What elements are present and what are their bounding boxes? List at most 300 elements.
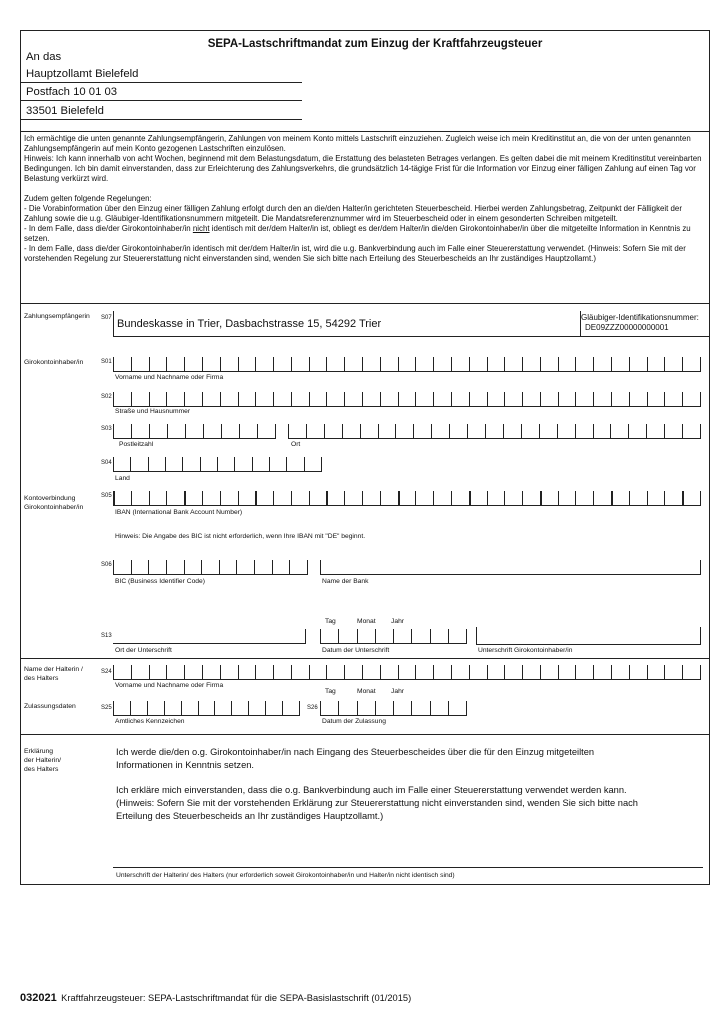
comb-tick	[378, 424, 379, 439]
address-line-1: An das	[26, 51, 62, 63]
comb-tick	[664, 357, 665, 372]
comb-tick	[451, 392, 452, 407]
comb-tick	[451, 491, 452, 506]
comb-tick	[149, 392, 150, 407]
s01-caption: Vorname und Nachname oder Firma	[115, 374, 224, 381]
comb-tick	[306, 424, 307, 439]
comb-tick	[309, 665, 310, 680]
comb-tick	[380, 665, 381, 680]
comb-tick	[393, 629, 394, 644]
comb-tick	[166, 357, 167, 372]
comb-tick	[558, 357, 559, 372]
comb-tick	[448, 701, 449, 716]
comb-tick	[610, 424, 611, 439]
comb-tick	[288, 424, 289, 439]
comb-tick	[575, 392, 576, 407]
s03-caption-city: Ort	[291, 441, 301, 448]
comb-tick	[362, 665, 363, 680]
s03-caption-zip: Postleitzahl	[119, 441, 154, 448]
s03-city-field[interactable]	[288, 423, 700, 439]
address-rule	[20, 82, 302, 83]
comb-tick	[504, 357, 505, 372]
comb-tick	[130, 701, 131, 716]
comb-tick	[203, 424, 204, 439]
declaration-label-3: des Halters	[24, 766, 59, 773]
s06-code: S06	[101, 562, 112, 568]
bic-hint: Hinweis: Die Angabe des BIC ist nicht erforderlich, wenn Ihre IBAN mit "DE" beginnt.	[115, 533, 366, 540]
s24-caption: Vorname und Nachname oder Firma	[115, 682, 224, 689]
s02-caption: Straße und Hausnummer	[115, 408, 191, 415]
comb-tick	[149, 357, 150, 372]
comb-tick	[113, 357, 114, 372]
comb-tick	[166, 665, 167, 680]
comb-tick	[269, 457, 270, 472]
comb-tick	[320, 629, 321, 644]
comb-tick	[219, 560, 220, 575]
s13-code: S13	[101, 633, 112, 639]
payee-code: S07	[101, 315, 112, 321]
s01-name-field[interactable]	[113, 356, 700, 372]
section-divider	[20, 658, 710, 659]
comb-tick	[255, 491, 257, 506]
intro-bullet-2: - In dem Falle, dass die/der Girokontoinhaber/in nicht identisch mit der/dem Halter/in ist, obliegt es der/dem Halter/in die/den Girokontoinhaber/in über die mitgeteilte Information in Kenntnis zu setzen.	[24, 224, 691, 243]
comb-tick	[149, 665, 150, 680]
comb-tick	[238, 491, 239, 506]
comb-tick	[181, 701, 182, 716]
comb-tick	[380, 357, 381, 372]
comb-tick	[273, 392, 274, 407]
sig-date-monat: Monat	[357, 618, 376, 625]
bank-label-2: Girokontoinhaber/in	[24, 504, 84, 511]
comb-tick	[113, 392, 114, 407]
comb-tick	[344, 665, 345, 680]
comb-tick	[682, 424, 683, 439]
comb-tick	[593, 357, 594, 372]
s05-code: S05	[101, 493, 112, 499]
comb-tick	[324, 424, 325, 439]
comb-tick	[147, 701, 148, 716]
comb-tick	[398, 357, 399, 372]
comb-tick	[380, 392, 381, 407]
reg-date-jahr: Jahr	[391, 688, 405, 695]
comb-tick	[540, 357, 541, 372]
comb-tick	[202, 491, 203, 506]
comb-tick	[469, 392, 470, 407]
comb-tick	[540, 665, 541, 680]
comb-tick	[238, 357, 239, 372]
s26-registration-date-field[interactable]	[320, 700, 466, 716]
comb-tick	[148, 560, 149, 575]
comb-tick	[231, 701, 232, 716]
comb-tick	[252, 457, 253, 472]
comb-tick	[201, 560, 202, 575]
comb-tick	[411, 701, 412, 716]
comb-tick	[265, 701, 266, 716]
place-of-signature-field[interactable]	[113, 628, 305, 644]
comb-tick	[451, 357, 452, 372]
s06-bank-name-field[interactable]	[320, 559, 700, 575]
comb-tick	[326, 392, 327, 407]
comb-tick	[166, 560, 167, 575]
comb-tick	[682, 665, 683, 680]
comb-tick	[539, 424, 540, 439]
s06-caption-bank: Name der Bank	[322, 578, 369, 585]
s01-code: S01	[101, 359, 112, 365]
comb-tick	[469, 491, 471, 506]
comb-tick	[291, 392, 292, 407]
holder-signature-caption: Unterschrift der Halterin/ des Halters (nur erforderlich soweit Girokontoinhaber/in und Halter/in nicht identisch sind)	[116, 872, 455, 879]
reg-date-tag: Tag	[325, 688, 336, 695]
s25-caption: Amtliches Kennzeichen	[115, 718, 185, 725]
comb-tick	[131, 665, 132, 680]
address-line-4: 33501 Bielefeld	[26, 105, 104, 117]
comb-tick	[149, 424, 150, 439]
s02-code: S02	[101, 394, 112, 400]
comb-tick	[395, 424, 396, 439]
signature-date-field[interactable]	[320, 628, 466, 644]
s24-code: S24	[101, 669, 112, 675]
comb-tick	[221, 424, 222, 439]
comb-tick	[273, 665, 274, 680]
s26-code: S26	[307, 705, 318, 711]
comb-tick	[487, 392, 488, 407]
comb-tick	[362, 357, 363, 372]
comb-tick	[415, 357, 416, 372]
holder-label-2: des Halters	[24, 675, 59, 682]
declaration-label-1: Erklärung	[24, 748, 54, 755]
s06-caption-bic: BIC (Business Identifier Code)	[115, 578, 205, 585]
comb-tick	[375, 629, 376, 644]
comb-tick	[338, 701, 339, 716]
s03-code: S03	[101, 426, 112, 432]
comb-tick	[255, 665, 256, 680]
comb-tick	[398, 491, 400, 506]
comb-tick	[611, 491, 613, 506]
comb-tick	[415, 665, 416, 680]
comb-tick	[485, 424, 486, 439]
comb-tick	[504, 665, 505, 680]
comb-tick	[309, 357, 310, 372]
comb-tick	[255, 357, 256, 372]
comb-tick	[238, 392, 239, 407]
comb-tick	[593, 491, 594, 506]
comb-tick	[611, 665, 612, 680]
comb-tick	[273, 491, 274, 506]
comb-tick	[575, 424, 576, 439]
address-line-3: Postfach 10 01 03	[26, 86, 118, 98]
comb-tick	[239, 424, 240, 439]
comb-tick	[629, 665, 630, 680]
s26-caption: Datum der Zulassung	[322, 718, 386, 725]
comb-tick	[214, 701, 215, 716]
comb-tick	[309, 491, 310, 506]
comb-tick	[326, 491, 328, 506]
comb-tick	[664, 424, 665, 439]
comb-tick	[431, 424, 432, 439]
comb-tick	[255, 392, 256, 407]
comb-tick	[375, 701, 376, 716]
comb-tick	[131, 491, 132, 506]
comb-tick	[522, 392, 523, 407]
comb-tick	[466, 701, 467, 716]
comb-tick	[234, 457, 235, 472]
section-divider	[20, 131, 710, 132]
comb-tick	[166, 392, 167, 407]
declaration-label-2: der Halterin/	[24, 757, 62, 764]
comb-tick	[113, 665, 114, 680]
payee-label: Zahlungsempfängerin	[24, 313, 90, 320]
comb-tick	[487, 665, 488, 680]
comb-tick	[200, 457, 201, 472]
comb-tick	[521, 424, 522, 439]
comb-tick	[593, 665, 594, 680]
comb-tick	[113, 491, 115, 506]
reg-date-monat: Monat	[357, 688, 376, 695]
comb-tick	[130, 457, 131, 472]
comb-tick	[540, 491, 542, 506]
comb-tick	[575, 357, 576, 372]
comb-tick	[664, 392, 665, 407]
comb-tick	[248, 701, 249, 716]
comb-tick	[166, 491, 167, 506]
address-rule	[20, 119, 302, 120]
bank-label-1: Kontoverbindung	[24, 495, 76, 502]
comb-tick	[415, 491, 416, 506]
footer	[20, 988, 411, 1006]
intro-paragraph-3: Zudem gelten folgende Regelungen:	[24, 194, 152, 203]
comb-tick	[220, 357, 221, 372]
comb-tick	[304, 457, 305, 472]
comb-tick	[238, 665, 239, 680]
section-divider	[20, 734, 710, 735]
s02-street-field[interactable]	[113, 391, 700, 407]
comb-tick	[131, 392, 132, 407]
comb-tick	[629, 491, 630, 506]
intro-text	[24, 134, 706, 264]
comb-tick	[254, 560, 255, 575]
comb-tick	[557, 424, 558, 439]
comb-tick	[411, 629, 412, 644]
comb-tick	[430, 629, 431, 644]
comb-tick	[558, 392, 559, 407]
comb-tick	[184, 357, 185, 372]
comb-tick	[504, 491, 505, 506]
form-title: SEPA-Lastschriftmandat zum Einzug der Kraftfahrzeugsteuer	[207, 38, 543, 50]
comb-tick	[184, 392, 185, 407]
account-holder-signature-field[interactable]	[476, 626, 700, 645]
comb-tick	[413, 424, 414, 439]
comb-tick	[289, 560, 290, 575]
comb-tick	[184, 491, 186, 506]
comb-tick	[344, 357, 345, 372]
comb-tick	[469, 357, 470, 372]
comb-tick	[286, 457, 287, 472]
place-caption: Ort der Unterschrift	[115, 647, 172, 654]
comb-tick	[558, 491, 559, 506]
comb-tick	[309, 392, 310, 407]
s05-caption: IBAN (International Bank Account Number)	[115, 509, 243, 516]
s05-iban-field[interactable]	[113, 490, 700, 506]
comb-tick	[220, 491, 221, 506]
comb-tick	[558, 665, 559, 680]
comb-tick	[469, 665, 470, 680]
comb-tick	[433, 392, 434, 407]
s25-plate-field[interactable]	[113, 700, 299, 716]
comb-tick	[700, 357, 701, 372]
comb-tick	[682, 357, 683, 372]
comb-tick	[217, 457, 218, 472]
comb-tick	[165, 457, 166, 472]
comb-tick	[647, 491, 648, 506]
comb-tick	[629, 392, 630, 407]
s06-bic-field[interactable]	[113, 559, 307, 575]
comb-tick	[113, 424, 114, 439]
comb-tick	[575, 491, 576, 506]
creditor-id-label: Gläubiger-Identifikationsnummer:	[581, 313, 699, 322]
comb-tick	[611, 357, 612, 372]
comb-tick	[113, 457, 114, 472]
comb-tick	[272, 560, 273, 575]
comb-tick	[320, 701, 321, 716]
comb-tick	[342, 424, 343, 439]
comb-tick	[131, 424, 132, 439]
s04-country-field[interactable]	[113, 456, 321, 472]
comb-tick	[487, 357, 488, 372]
comb-tick	[184, 560, 185, 575]
date-caption: Datum der Unterschrift	[322, 647, 390, 654]
comb-tick	[198, 701, 199, 716]
comb-tick	[451, 665, 452, 680]
comb-tick	[467, 424, 468, 439]
comb-tick	[448, 629, 449, 644]
comb-tick	[522, 491, 523, 506]
comb-tick	[682, 491, 684, 506]
s03-zip-field[interactable]	[113, 423, 275, 439]
comb-tick	[344, 392, 345, 407]
holder-signature-line[interactable]	[113, 867, 703, 868]
comb-tick	[257, 424, 258, 439]
account-holder-label: Girokontoinhaber/in	[24, 359, 84, 366]
comb-tick	[282, 701, 283, 716]
comb-tick	[593, 392, 594, 407]
comb-tick	[700, 491, 701, 506]
comb-tick	[433, 357, 434, 372]
comb-tick	[398, 665, 399, 680]
comb-tick	[646, 424, 647, 439]
comb-tick	[182, 457, 183, 472]
comb-tick	[202, 357, 203, 372]
comb-tick	[629, 357, 630, 372]
comb-tick	[184, 665, 185, 680]
comb-tick	[326, 665, 327, 680]
comb-tick	[503, 424, 504, 439]
comb-tick	[236, 560, 237, 575]
comb-tick	[167, 424, 168, 439]
intro-paragraph-2: Hinweis: Ich kann innerhalb von acht Wochen, beginnend mit dem Belastungsdatum, die Erstattung des belasteten Betrages verlangen. Es gelten dabei die mit meinem Kreditinstitut vereinbarten Bedingungen. Ich bin damit einverstanden, dass zur Erleichterung des Zahlungsverkehrs, die grundsätzlich 14-tägige Frist für die Information vor Einzug einer fälligen Zahlung auf einen Tag vor Belastung verkürzt wird.	[24, 154, 702, 183]
comb-tick	[593, 424, 594, 439]
comb-tick	[131, 357, 132, 372]
signature-caption: Unterschrift Girokontoinhaber/in	[478, 647, 573, 654]
comb-tick	[326, 357, 327, 372]
comb-tick	[113, 701, 114, 716]
comb-tick	[611, 392, 612, 407]
comb-tick	[682, 392, 683, 407]
intro-bullet-3: - In dem Falle, dass die/der Girokontoinhaber/in identisch mit der/dem Halter/in ist, wird die u.g. Bankverbindung auch im Falle einer Steuererstattung verwendet. (Hinweis: Sofern Sie mit der vorstehenden Regelung zur Steuererstattung nicht einverstanden sind, wenden Sie sich bitte nach Erteilung des Steuerbescheids an Ihr zuständiges Hauptzollamt.)	[24, 244, 686, 263]
address-line-2: Hauptzollamt Bielefeld	[26, 68, 139, 80]
comb-tick	[344, 491, 345, 506]
comb-tick	[647, 665, 648, 680]
comb-tick	[540, 392, 541, 407]
comb-tick	[433, 665, 434, 680]
comb-tick	[647, 392, 648, 407]
sig-date-jahr: Jahr	[391, 618, 405, 625]
comb-tick	[362, 392, 363, 407]
comb-tick	[299, 701, 300, 716]
s04-caption: Land	[115, 475, 130, 482]
comb-tick	[466, 629, 467, 644]
comb-tick	[360, 424, 361, 439]
comb-tick	[202, 665, 203, 680]
intro-paragraph-1: Ich ermächtige die unten genannte Zahlungsempfängerin, Zahlungen von meinem Konto mittels Lastschrift einzuziehen. Zugleich weise ich mein Kreditinstitut an, die von der unten genannten Zahlungsempfängerin auf mein Konto gezogenen Lastschriften einzulösen.	[24, 134, 691, 153]
comb-tick	[647, 357, 648, 372]
declaration-paragraph-1: Ich werde die/den o.g. Girokontoinhaber/in nach Eingang des Steuerbescheides über die für den Einzug mitgeteilten Informationen in Kenntnis setzen.	[116, 747, 595, 770]
comb-tick	[487, 491, 488, 506]
comb-tick	[275, 424, 276, 439]
section-divider	[20, 303, 710, 304]
comb-tick	[291, 665, 292, 680]
comb-tick	[148, 457, 149, 472]
intro-bullet-1: - Die Vorabinformation über den Einzug einer fälligen Zahlung erfolgt durch den an die/den Halter/in gerichteten Steuerbescheid. Hierbei werden Zahlungsbetrag, Zeitpunkt der Fälligkeit der Zahlung sowie die u.g. Gläubiger-Identifikationsnummern mitgeteilt. Die Mandatsreferenznummer wird im Steuerbescheid oder in einem gesonderten Schreiben mitgeteilt.	[24, 204, 682, 223]
s24-holder-name-field[interactable]	[113, 664, 700, 680]
comb-tick	[338, 629, 339, 644]
footer-text: Kraftfahrzeugsteuer: SEPA-Lastschriftmandat für die SEPA-Basislastschrift (01/2015)	[61, 993, 412, 1003]
comb-tick	[522, 665, 523, 680]
comb-tick	[220, 392, 221, 407]
sig-date-tag: Tag	[325, 618, 336, 625]
comb-tick	[113, 560, 114, 575]
registration-label: Zulassungsdaten	[24, 703, 76, 710]
comb-tick	[357, 701, 358, 716]
holder-label-1: Name der Halterin /	[24, 666, 83, 673]
comb-tick	[357, 629, 358, 644]
payee-value: Bundeskasse in Trier, Dasbachstrasse 15, 54292 Trier	[117, 318, 382, 330]
form-number: 032021	[20, 992, 57, 1004]
comb-tick	[700, 392, 701, 407]
comb-tick	[628, 424, 629, 439]
comb-tick	[430, 701, 431, 716]
s04-code: S04	[101, 460, 112, 466]
comb-tick	[131, 560, 132, 575]
comb-tick	[393, 701, 394, 716]
comb-tick	[449, 424, 450, 439]
creditor-id-value: DE09ZZZ00000000001	[585, 323, 669, 332]
comb-tick	[700, 665, 701, 680]
comb-tick	[575, 665, 576, 680]
comb-tick	[433, 491, 434, 506]
comb-tick	[522, 357, 523, 372]
comb-tick	[291, 491, 292, 506]
comb-tick	[291, 357, 292, 372]
comb-tick	[415, 392, 416, 407]
s25-code: S25	[101, 705, 112, 711]
comb-tick	[504, 392, 505, 407]
comb-tick	[185, 424, 186, 439]
comb-tick	[164, 701, 165, 716]
comb-tick	[398, 392, 399, 407]
comb-tick	[273, 357, 274, 372]
comb-tick	[362, 491, 363, 506]
comb-tick	[380, 491, 381, 506]
